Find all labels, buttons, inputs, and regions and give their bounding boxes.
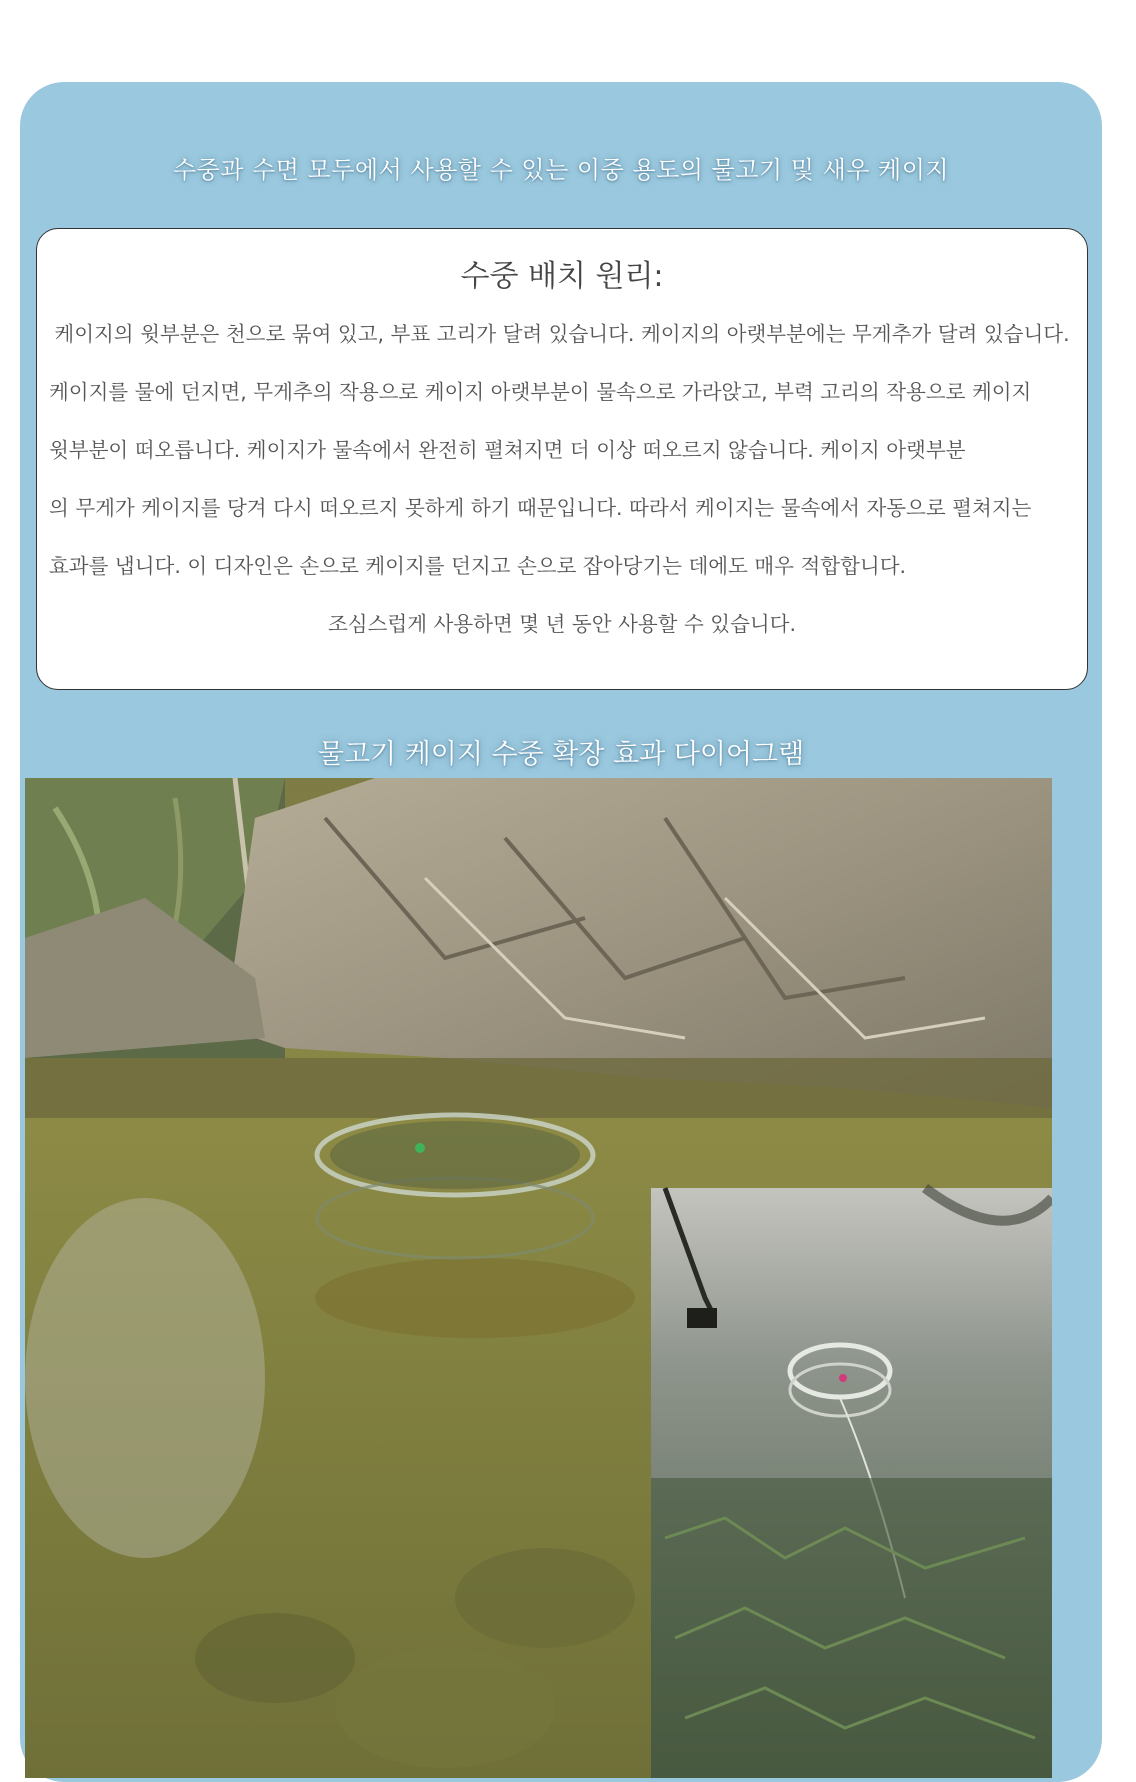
diagram-title: 물고기 케이지 수중 확장 효과 다이어그램 (317, 739, 805, 770)
principle-card (36, 228, 1088, 690)
principle-line-3: 윗부분이 떠오릅니다. 케이지가 물속에서 완전히 펼쳐지면 더 이상 떠오르지 않습니다. 케이지 아랫부분 (49, 438, 966, 462)
inset-photo (651, 1188, 1052, 1778)
principle-line-1: 케이지의 윗부분은 천으로 묶여 있고, 부표 고리가 달려 있습니다. 케이지의 아랫부분에는 무게추가 달려 있습니다. (54, 322, 1070, 346)
product-title: 수중과 수면 모두에서 사용할 수 있는 이중 용도의 물고기 및 새우 케이지 (172, 156, 950, 184)
principle-line-6: 조심스럽게 사용하면 몇 년 동안 사용할 수 있습니다. (328, 612, 796, 636)
principle-line-5: 효과를 냅니다. 이 디자인은 손으로 케이지를 던지고 손으로 잡아당기는 데에도 매우 적합합니다. (49, 554, 907, 578)
principle-heading: 수중 배치 원리: (460, 259, 664, 294)
underwater-cage-photo (25, 778, 1052, 1778)
principle-line-4: 의 무게가 케이지를 당겨 다시 떠오르지 못하게 하기 때문입니다. 따라서 케이지는 물속에서 자동으로 펼쳐지는 (49, 496, 1032, 520)
principle-line-2: 케이지를 물에 던지면, 무게추의 작용으로 케이지 아랫부분이 물속으로 가라앉고, 부력 고리의 작용으로 케이지 (49, 380, 1032, 404)
